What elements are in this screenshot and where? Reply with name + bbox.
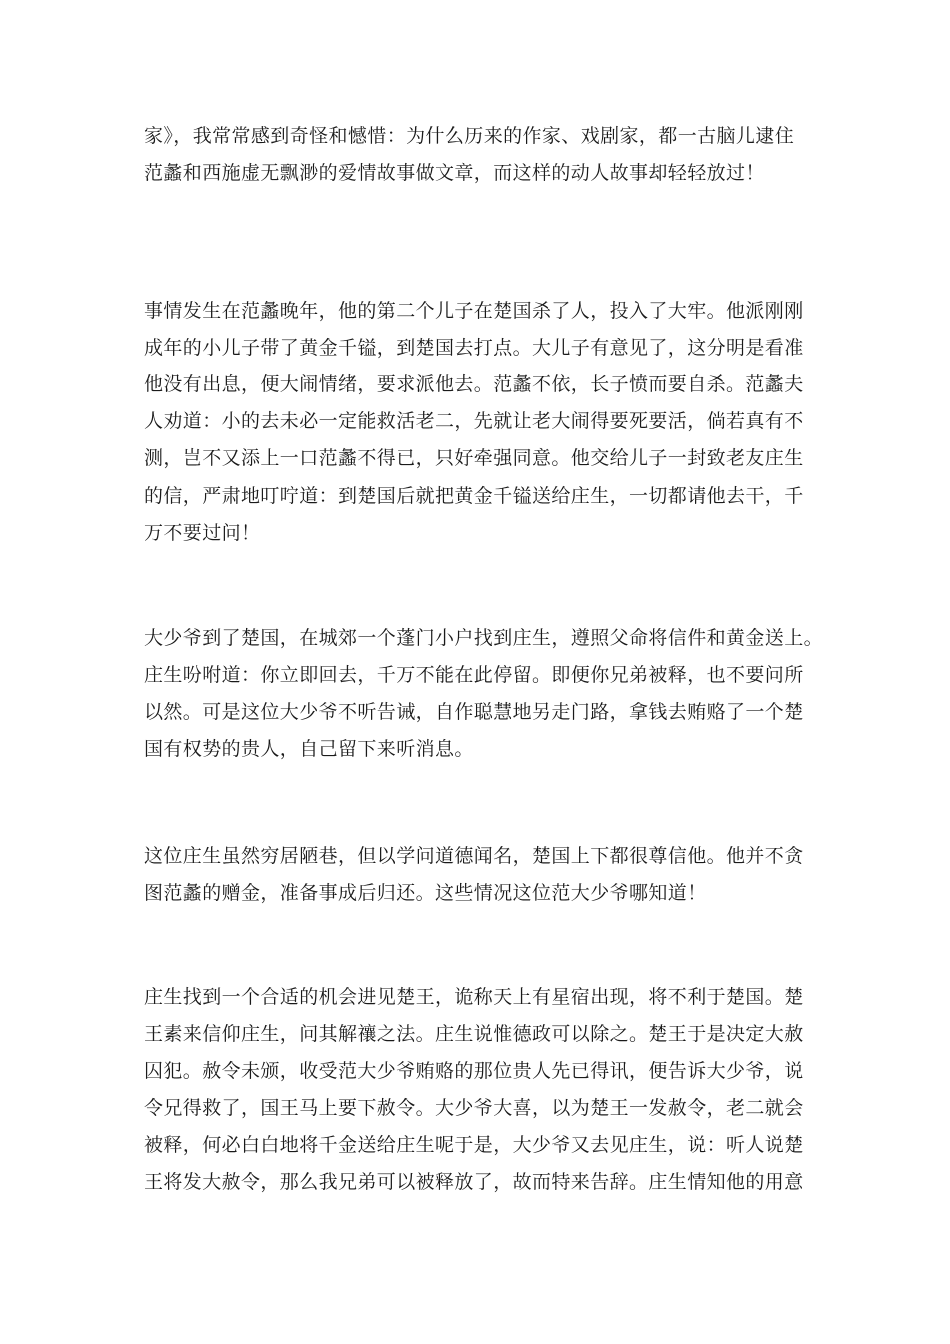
text-line: 的信，严肃地叮咛道：到楚国后就把黄金千镒送给庄生，一切都请他去干，千 [144, 485, 804, 507]
text-line: 被释，何必白白地将千金送给庄生呢于是，大少爷又去见庄生，说：听人说楚 [144, 1134, 804, 1156]
text-line: 国有权势的贵人，自己留下来听消息。 [144, 738, 474, 760]
text-line: 庄生吩咐道：你立即回去，千万不能在此停留。即便你兄弟被释，也不要问所 [144, 664, 804, 686]
text-line: 以然。可是这位大少爷不听告诫，自作聪慧地另走门路，拿钱去贿赂了一个楚 [144, 701, 804, 723]
text-line: 大少爷到了楚国，在城郊一个蓬门小户找到庄生，遵照父命将信件和黄金送上。 [144, 627, 824, 649]
text-line: 家》，我常常感到奇怪和憾惜：为什么历来的作家、戏剧家，都一古脑儿逮住 [144, 125, 795, 147]
text-line: 王素来信仰庄生，问其解禳之法。庄生说惟德政可以除之。楚王于是决定大赦 [144, 1023, 804, 1045]
text-line: 成年的小儿子带了黄金千镒，到楚国去打点。大儿子有意见了，这分明是看准 [144, 337, 804, 359]
text-line: 万不要过问！ [144, 522, 261, 544]
text-line: 图范蠡的赠金，准备事成后归还。这些情况这位范大少爷哪知道！ [144, 882, 707, 904]
text-line: 令兄得救了，国王马上要下赦令。大少爷大喜，以为楚王一发赦令，老二就会 [144, 1097, 804, 1119]
text-line: 他没有出息，便大闹情绪，要求派他去。范蠡不依，长子愤而要自杀。范蠡夫 [144, 373, 804, 395]
text-line: 囚犯。赦令未颁，收受范大少爷贿赂的那位贵人先已得讯，便告诉大少爷，说 [144, 1060, 804, 1082]
text-line: 这位庄生虽然穷居陋巷，但以学问道德闻名，楚国上下都很尊信他。他并不贪 [144, 845, 804, 867]
text-line: 王将发大赦令，那么我兄弟可以被释放了，故而特来告辞。庄生情知他的用意 [144, 1171, 804, 1193]
text-line: 庄生找到一个合适的机会进见楚王，诡称天上有星宿出现，将不利于楚国。楚 [144, 986, 804, 1008]
text-line: 范蠡和西施虚无飘渺的爱情故事做文章，而这样的动人故事却轻轻放过！ [144, 162, 765, 184]
text-line: 测，岂不又添上一口范蠡不得已，只好牵强同意。他交给儿子一封致老友庄生 [144, 447, 804, 469]
text-line: 人劝道：小的去未必一定能救活老二，先就让老大闹得要死要活，倘若真有不 [144, 410, 804, 432]
text-line: 事情发生在范蠡晚年，他的第二个儿子在楚国杀了人，投入了大牢。他派刚刚 [144, 300, 804, 322]
